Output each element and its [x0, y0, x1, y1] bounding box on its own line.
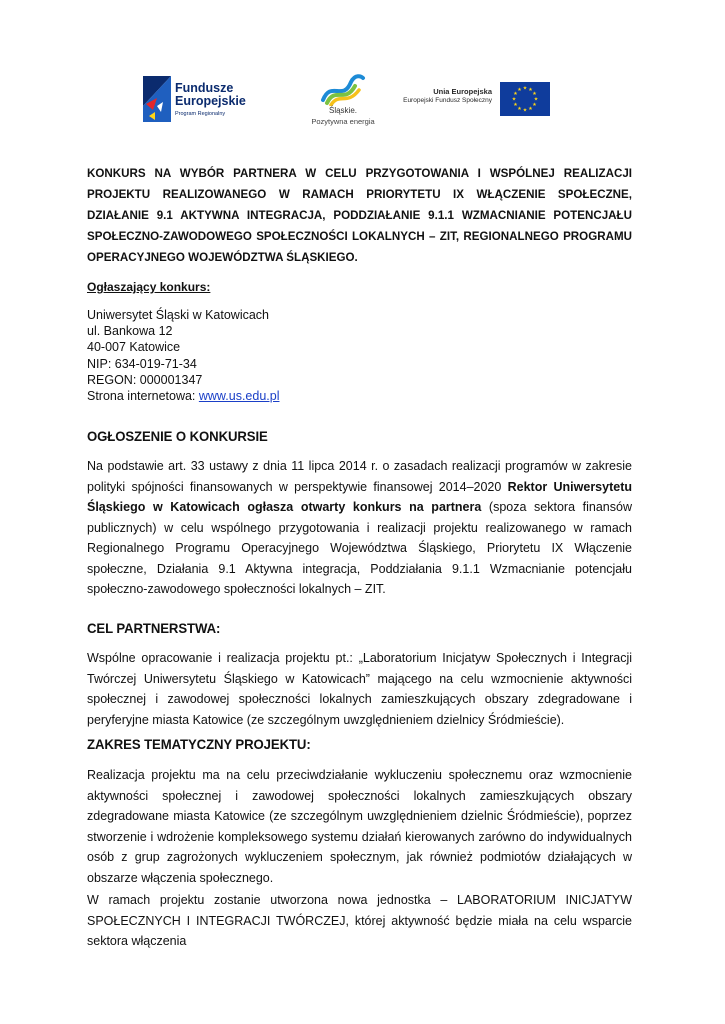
fundusze-europejskie-mark-icon [143, 76, 173, 122]
slaskie-logo-name: Śląskie. [328, 106, 357, 115]
svg-text:★: ★ [533, 96, 539, 103]
svg-text:★: ★ [528, 87, 533, 93]
ogloszenie-text-part1: Na podstawie art. 33 ustawy z dnia 11 lipca 2014 r. o zasadach realizacji programów w zakresie polityki spójności finansowanych w perspektywie finansowej 2014–2020 [87, 459, 632, 494]
slaskie-ribbon-icon [317, 72, 369, 106]
announcer-label-block [87, 277, 632, 298]
announcer-website [87, 388, 632, 404]
slaskie-logo [300, 72, 375, 130]
svg-text:★: ★ [513, 91, 518, 97]
svg-text:★: ★ [517, 106, 522, 112]
section-ogloszenie-text [87, 456, 632, 600]
ue-logo-line1: Unia Europejska [433, 87, 492, 96]
announcer-address [87, 307, 632, 404]
fundusze-europejskie-logo [143, 76, 255, 122]
announcer-name: Uniwersytet Śląski w Katowicach [87, 308, 270, 322]
announcer-street: ul. Bankowa 12 [87, 324, 173, 339]
svg-text:★: ★ [522, 85, 528, 92]
ogloszenie-text-bold: Rektor Uniwersytetu Śląskiego w Katowicach ogłasza otwarty konkurs na partnera [87, 479, 632, 514]
svg-text:★: ★ [528, 106, 533, 112]
announcer-label: Ogłaszający konkurs: [87, 280, 211, 294]
svg-text:★: ★ [513, 102, 518, 108]
section-heading-zakres: ZAKRES TEMATYCZNY PROJEKTU: [87, 736, 311, 752]
svg-text:★: ★ [517, 87, 522, 93]
svg-text:★: ★ [532, 91, 537, 97]
unia-europejska-logo [395, 82, 550, 118]
section-heading-cel: CEL PARTNERSTWA: [87, 620, 221, 636]
website-label: Strona internetowa: [87, 389, 199, 404]
section-zakres-para2: W ramach projektu zostanie utworzona nowa jednostka – LABORATORIUM INICJATYW SPOŁECZNYCH I INTEGRACJI TWÓRCZEJ, której aktywność będzie miała na celu wsparcie sektora włączenia [87, 893, 632, 948]
section-heading-ogloszenie: OGŁOSZENIE O KONKURSIE [87, 428, 268, 444]
fundusze-logo-line1: Fundusze [175, 81, 234, 95]
svg-text:★: ★ [511, 96, 517, 103]
document-title: KONKURS NA WYBÓR PARTNERA W CELU PRZYGOTOWANIA I WSPÓLNEJ REALIZACJI PROJEKTU REALIZOWANEGO W RAMACH PRIORYTETU IX WŁĄCZENIE SPOŁECZNE, DZIAŁANIE 9.1 AKTYWNA INTEGRACJA, PODDZIAŁANIE 9.1.1 WZMACNIANIE POTENCJAŁU SPOŁECZNO-ZAWODOWEGO SPOŁECZNOŚCI LOKALNYCH – ZIT, REGIONALNEGO PROGRAMU OPERACYJNEGO WOJEWÓDZTWA ŚLĄSKIEGO. [87, 167, 632, 264]
announcer-city: 40-007 Katowice [87, 340, 181, 355]
slaskie-logo-slogan: Pozytywna energia [311, 117, 375, 126]
announcer-regon: REGON: 000001347 [87, 372, 203, 387]
section-zakres-para1: Realizacja projektu ma na celu przeciwdziałanie wykluczeniu społecznemu oraz wzmocnienie aktywności społecznej i zawodowej społeczności lokalnych zamieszkujących obszary zdegradowane miasta Katowice (ze szczególnym uwzględnieniem dzielnic Śródmieście), poprzez stworzenie i wdrożenie kompleksowego systemu działań kierowanych zarówno do indywidualnych osób z grup zagrożonych wykluczeniem społecznym, jak również podmiotów działających w obszarze włączenia społecznego. [87, 768, 632, 885]
eu-flag-icon [500, 82, 550, 116]
fundusze-logo-line2: Europejskie [175, 94, 246, 108]
ogloszenie-text-part2: (spoza sektora finansów publicznych) w celu wspólnego przygotowania i realizacji projektu realizowanego w ramach Regionalnego Programu Operacyjnego Województwa Śląskiego, Priorytetu IX Włączenie społeczne, Działania 9.1 Aktywna integracja, Poddziałania 9.1.1 Wzmacnianie potencjału społeczno-zawodowego społeczności lokalnych – ZIT. [87, 500, 632, 596]
website-link[interactable]: www.us.edu.pl [198, 389, 280, 404]
section-cel-text: Wspólne opracowanie i realizacja projektu pt.: „Laboratorium Inicjatyw Społecznych i Integracji Twórczej Uniwersytetu Śląskiego w Katowicach” mającego na celu wzmocnienie aktywności społecznej i zawodowej społeczności lokalnych zamieszkujących obszary zdegradowane i peryferyjne miasta Katowice (ze szczególnym uwzględnieniem dzielnicy Śródmieście). [87, 651, 632, 727]
svg-text:★: ★ [522, 107, 528, 114]
fundusze-logo-sub: Program Regionalny [175, 111, 226, 117]
ue-logo-line2: Europejski Fundusz Społeczny [403, 97, 492, 104]
announcer-nip: NIP: 634-019-71-34 [87, 356, 197, 371]
svg-text:★: ★ [532, 102, 537, 108]
